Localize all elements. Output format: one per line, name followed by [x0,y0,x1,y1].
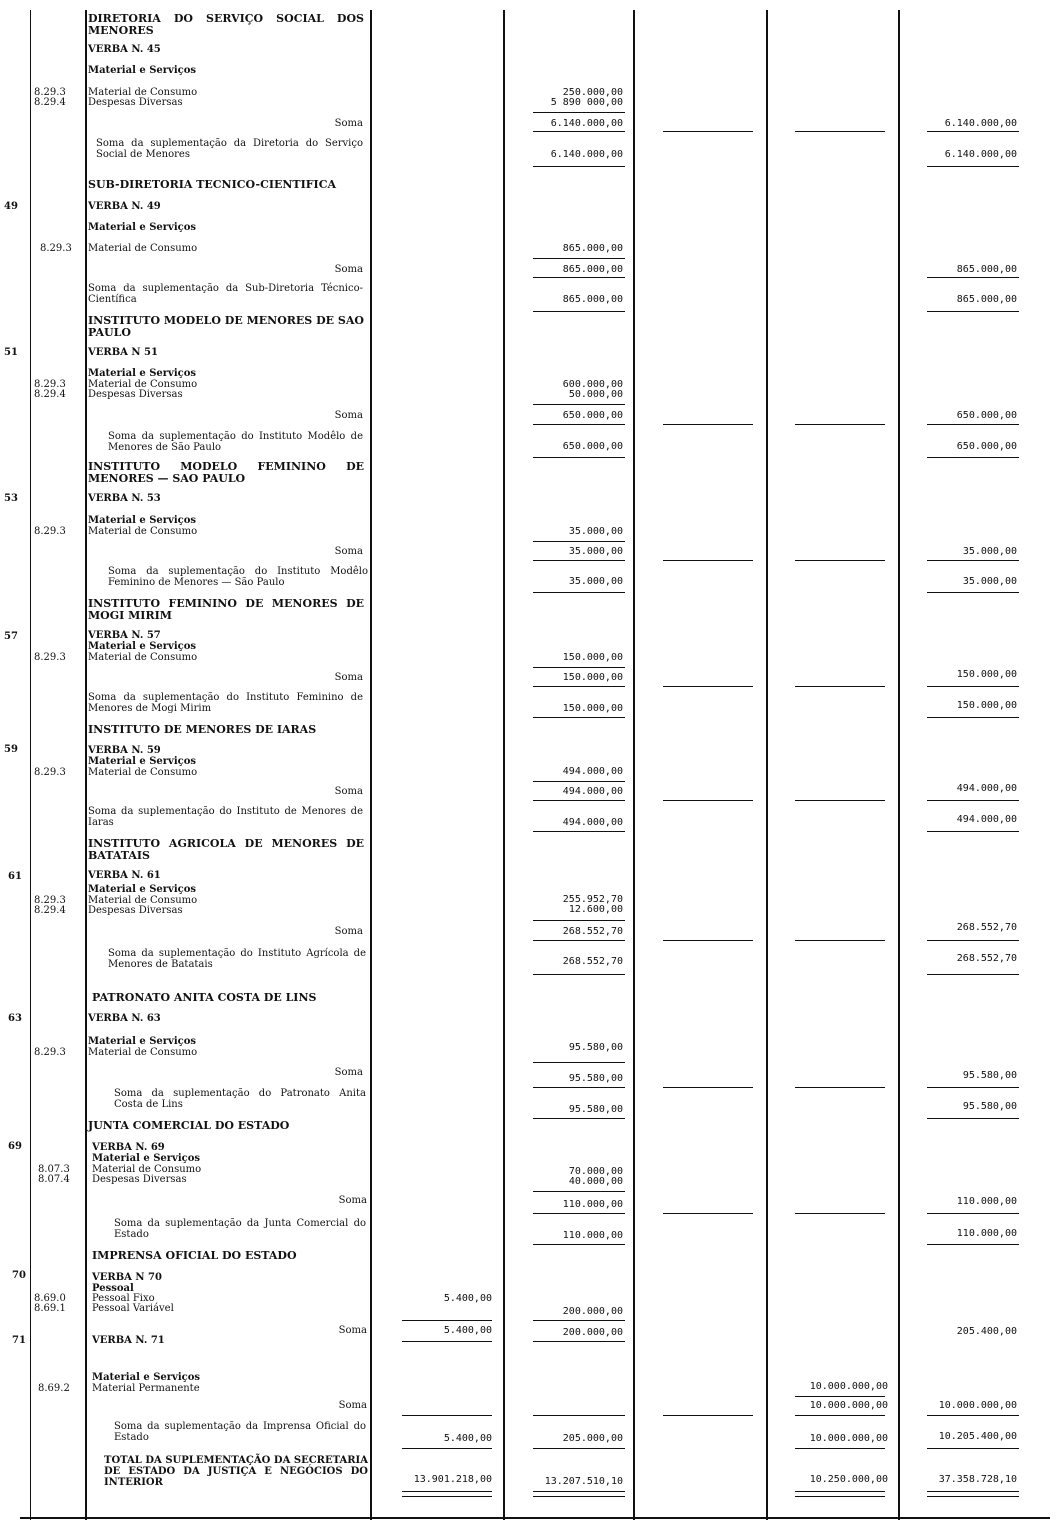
amount-material: 50.000,00 [568,389,623,400]
verba-margin-number: 59 [4,744,18,755]
amount-material: 70.000,00 [568,1166,623,1177]
account-code: 8.69.0 [34,1293,66,1304]
amount-material: 255.952,70 [562,894,623,905]
amount-total: 150.000,00 [956,669,1017,680]
total-rule [795,1496,885,1497]
subtotal-label: Soma da suplementação da Imprensa Oficial do Estado [114,1421,366,1443]
item-label: Material de Consumo [88,1047,198,1058]
sum-rule [533,1320,625,1321]
verba-label: VERBA N. 71 [92,1335,165,1346]
sum-rule [533,166,625,167]
sum-rule [927,1448,1019,1449]
sum-rule [663,686,753,687]
account-code: 8.69.1 [34,1303,66,1314]
amount-material: 40.000,00 [568,1176,623,1187]
sum-rule [927,1087,1019,1088]
sum-rule [795,686,885,687]
amount-total: 10.000.000,00 [938,1400,1017,1411]
sum-rule [663,1415,753,1416]
sum-rule [533,541,625,542]
grand-total-sum: 37.358.728,10 [938,1474,1017,1485]
account-code: 8.29.3 [34,652,66,663]
sum-rule [927,1213,1019,1214]
amount-equipment: 10.000.000,00 [809,1381,888,1392]
grand-total-material: 13.207.510,10 [544,1476,623,1487]
sum-rule [533,424,625,425]
amount-total: 6.140.000,00 [944,149,1017,160]
sum-rule [795,131,885,132]
total-rule [927,1491,1019,1492]
amount-material: 650.000,00 [562,441,623,452]
sum-rule [533,1244,625,1245]
verba-margin-number: 69 [8,1141,22,1152]
column-rule [898,10,900,1520]
sum-rule [927,974,1019,975]
amount-material: 35.000,00 [568,576,623,587]
verba-margin-number: 63 [8,1013,22,1024]
account-code: 8.29.3 [34,1047,66,1058]
amount-material: 150.000,00 [562,652,623,663]
sum-rule [533,686,625,687]
sum-rule [533,781,625,782]
amount-material: 150.000,00 [562,672,623,683]
item-label: Material de Consumo [92,1164,202,1175]
category-label: Material e Serviços [88,1036,197,1047]
item-label: Despesas Diversas [88,905,183,916]
amount-total: 865.000,00 [956,294,1017,305]
section-title: SUB-DIRETORIA TECNICO-CIENTIFICA [88,178,336,191]
sum-rule [402,1320,492,1321]
account-code: 8.29.3 [34,767,66,778]
amount-material: 600.000,00 [562,379,623,390]
category-label: Material e Serviços [88,756,197,767]
sum-rule [663,131,753,132]
amount-material: 5 890 000,00 [550,97,623,108]
account-code: 8.29.4 [34,389,66,400]
sum-rule [927,686,1019,687]
amount-equipment: 10.000.000,00 [809,1400,888,1411]
amount-total: 650.000,00 [956,410,1017,421]
category-label: Material e Serviços [92,1372,201,1383]
sum-rule [795,424,885,425]
amount-total: 494.000,00 [956,814,1017,825]
verba-label: VERBA N. 69 [92,1142,165,1153]
sum-rule [533,112,625,113]
item-label: Material Permanente [92,1383,200,1394]
sum-rule [927,424,1019,425]
item-label: Despesas Diversas [92,1174,187,1185]
amount-total: 865.000,00 [956,264,1017,275]
sum-rule [795,940,885,941]
amount-material: 494.000,00 [562,817,623,828]
sum-rule [402,1341,492,1342]
verba-label: VERBA N. 61 [88,870,161,881]
sum-rule [402,1448,492,1449]
sum-rule [663,560,753,561]
grand-total-equipment: 10.250.000,00 [809,1474,888,1485]
category-label: Material e Serviços [88,884,197,895]
sum-rule [927,560,1019,561]
section-title: JUNTA COMERCIAL DO ESTADO [88,1119,290,1132]
sum-rule [927,592,1019,593]
account-code: 8.29.4 [34,905,66,916]
soma-label: Soma [338,1325,367,1336]
amount-material: 35.000,00 [568,526,623,537]
section-title: PATRONATO ANITA COSTA DE LINS [92,991,317,1004]
account-code: 8.29.3 [34,87,66,98]
item-label: Material de Consumo [88,243,198,254]
amount-material: 268.552,70 [562,926,623,937]
verba-margin-number: 49 [4,201,18,212]
sum-rule [795,1087,885,1088]
sum-rule [927,717,1019,718]
sum-rule [533,258,625,259]
column-rule [370,10,372,1520]
column-rule [766,10,768,1520]
sum-rule [533,277,625,278]
amount-material: 205.000,00 [562,1433,623,1444]
account-code: 8.29.3 [40,243,72,254]
sum-rule [402,1415,492,1416]
item-label: Material de Consumo [88,767,198,778]
verba-label: VERBA N. 59 [88,745,161,756]
amount-total: 650.000,00 [956,441,1017,452]
amount-material: 95.580,00 [568,1042,623,1053]
amount-material: 250.000,00 [562,87,623,98]
sum-rule [795,560,885,561]
soma-label: Soma [334,1067,363,1078]
amount-material: 268.552,70 [562,956,623,967]
amount-material: 6.140.000,00 [550,118,623,129]
amount-personnel: 5.400,00 [443,1433,492,1444]
sum-rule [533,404,625,405]
amount-total: 268.552,70 [956,922,1017,933]
amount-total: 95.580,00 [962,1070,1017,1081]
amount-material: 865.000,00 [562,243,623,254]
amount-total: 95.580,00 [962,1101,1017,1112]
sum-rule [795,1396,885,1397]
section-title: IMPRENSA OFICIAL DO ESTADO [92,1249,297,1262]
sum-rule [927,1415,1019,1416]
sum-rule [533,940,625,941]
subtotal-label: Soma da suplementação da Sub-Diretoria Técnico-Científica [88,283,363,305]
account-code: 8.29.3 [34,526,66,537]
category-label: Material e Serviços [88,368,197,379]
sum-rule [533,974,625,975]
verba-label: VERBA N 51 [88,347,158,358]
soma-label: Soma [334,118,363,129]
amount-total: 494.000,00 [956,783,1017,794]
column-rule [85,10,87,1520]
soma-label: Soma [334,546,363,557]
account-code: 8.29.3 [34,379,66,390]
sum-rule [533,1341,625,1342]
sum-rule [795,1213,885,1214]
soma-label: Soma [334,264,363,275]
sum-rule [927,277,1019,278]
amount-total: 205.400,00 [956,1326,1017,1337]
subtotal-label: Soma da suplementação da Junta Comercial do Estado [114,1218,366,1240]
account-code: 8.29.3 [34,895,66,906]
category-label: Material e Serviços [92,1153,201,1164]
sum-rule [533,831,625,832]
item-label: Despesas Diversas [88,389,183,400]
amount-total: 10.205.400,00 [938,1431,1017,1442]
subtotal-label: Soma da suplementação do Instituto Modêlo de Menores de São Paulo [108,431,363,453]
sum-rule [533,457,625,458]
item-label: Pessoal Variável [92,1303,174,1314]
sum-rule [533,667,625,668]
section-title: INSTITUTO MODELO DE MENORES DE SAO PAULO [88,314,364,339]
sum-rule [927,311,1019,312]
sum-rule [927,457,1019,458]
sum-rule [533,592,625,593]
subtotal-label: Soma da suplementação do Instituto de Menores de Iaras [88,806,363,828]
section-title: DIRETORIA DO SERVIÇO SOCIAL DOS MENORES [88,12,364,37]
sum-rule [927,1244,1019,1245]
soma-label: Soma [338,1400,367,1411]
subtotal-label: Soma da suplementação do Patronato Anita Costa de Lins [114,1088,366,1110]
verba-label: VERBA N. 63 [88,1013,161,1024]
sum-rule [663,800,753,801]
section-title: INSTITUTO FEMININO DE MENORES DE MOGI MIRIM [88,597,364,622]
sum-rule [533,560,625,561]
column-rule [30,10,31,1520]
total-rule [533,1496,625,1497]
verba-label: VERBA N. 57 [88,630,161,641]
verba-margin-number: 71 [12,1335,26,1346]
verba-margin-number: 70 [12,1270,26,1281]
sum-rule [533,1062,625,1063]
verba-margin-number: 61 [8,871,22,882]
sum-rule [533,717,625,718]
total-rule [402,1491,492,1492]
sum-rule [533,311,625,312]
sum-rule [795,1415,885,1416]
amount-material: 865.000,00 [562,294,623,305]
amount-material: 494.000,00 [562,786,623,797]
sum-rule [927,800,1019,801]
item-label: Material de Consumo [88,895,198,906]
sum-rule [795,800,885,801]
account-code: 8.07.4 [38,1174,70,1185]
verba-margin-number: 57 [4,631,18,642]
amount-equipment: 10.000.000,00 [809,1433,888,1444]
amount-total: 268.552,70 [956,953,1017,964]
verba-label: VERBA N. 53 [88,493,161,504]
soma-label: Soma [334,410,363,421]
soma-label: Soma [334,926,363,937]
sum-rule [533,800,625,801]
sum-rule [533,1415,625,1416]
subtotal-label: Soma da suplementação do Instituto Modêlo Feminino de Menores — São Paulo [108,566,368,588]
sum-rule [663,424,753,425]
sum-rule [533,131,625,132]
sum-rule [927,131,1019,132]
amount-material: 200.000,00 [562,1327,623,1338]
amount-total: 35.000,00 [962,576,1017,587]
amount-total: 110.000,00 [956,1196,1017,1207]
total-rule [927,1496,1019,1497]
section-title: INSTITUTO AGRICOLA DE MENORES DE BATATAIS [88,837,364,862]
sum-rule [533,1118,625,1119]
sum-rule [533,1213,625,1214]
column-rule [633,10,635,1520]
amount-total: 6.140.000,00 [944,118,1017,129]
account-code: 8.69.2 [38,1383,70,1394]
amount-material: 110.000,00 [562,1199,623,1210]
account-code: 8.07.3 [38,1164,70,1175]
amount-material: 865.000,00 [562,264,623,275]
amount-material: 6.140.000,00 [550,149,623,160]
soma-label: Soma [334,786,363,797]
soma-label: Soma [338,1195,367,1206]
amount-total: 35.000,00 [962,546,1017,557]
amount-personnel: 5.400,00 [443,1325,492,1336]
category-label: Pessoal [92,1283,134,1294]
amount-material: 110.000,00 [562,1230,623,1241]
sum-rule [533,920,625,921]
verba-margin-number: 53 [4,493,18,504]
amount-material: 35.000,00 [568,546,623,557]
sum-rule [927,166,1019,167]
section-title: INSTITUTO DE MENORES DE IARAS [88,723,317,736]
sum-rule [533,1087,625,1088]
category-label: Material e Serviços [88,641,197,652]
sum-rule [663,1087,753,1088]
category-label: Material e Serviços [88,515,197,526]
amount-material: 12.600,00 [568,904,623,915]
amount-total: 110.000,00 [956,1228,1017,1239]
verba-margin-number: 51 [4,347,18,358]
subtotal-label: Soma da suplementação da Diretoria do Serviço Social de Menores [96,138,363,160]
section-title: INSTITUTO MODELO FEMININO DE MENORES — SAO PAULO [88,460,364,485]
amount-material: 650.000,00 [562,410,623,421]
amount-personnel: 5.400,00 [443,1293,492,1304]
amount-material: 95.580,00 [568,1073,623,1084]
sum-rule [927,1118,1019,1119]
sum-rule [795,1448,885,1449]
grand-total-personnel: 13.901.218,00 [413,1474,492,1485]
verba-label: VERBA N. 49 [88,201,161,212]
subtotal-label: Soma da suplementação do Instituto Feminino de Menores de Mogi Mirim [88,692,363,714]
item-label: Material de Consumo [88,652,198,663]
sum-rule [533,1191,625,1192]
sum-rule [927,940,1019,941]
amount-total: 150.000,00 [956,700,1017,711]
item-label: Pessoal Fixo [92,1293,155,1304]
account-code: 8.29.4 [34,97,66,108]
sum-rule [927,831,1019,832]
soma-label: Soma [334,672,363,683]
amount-material: 494.000,00 [562,766,623,777]
category-label: Material e Serviços [88,65,197,76]
total-rule [795,1491,885,1492]
page-bottom-rule [20,1517,1050,1519]
item-label: Despesas Diversas [88,97,183,108]
item-label: Material de Consumo [88,526,198,537]
amount-material: 95.580,00 [568,1104,623,1115]
total-rule [533,1491,625,1492]
item-label: Material de Consumo [88,87,198,98]
column-rule [503,10,505,1520]
total-rule [402,1496,492,1497]
verba-label: VERBA N 70 [92,1272,162,1283]
category-label: Material e Serviços [88,222,197,233]
sum-rule [663,1213,753,1214]
amount-material: 150.000,00 [562,703,623,714]
subtotal-label: Soma da suplementação do Instituto Agrícola de Menores de Batatais [108,948,366,970]
grand-total-label: TOTAL DA SUPLEMENTAÇÃO DA SECRETARIA DE ESTADO DA JUSTIÇA E NEGÓCIOS DO INTERIOR [104,1455,368,1488]
sum-rule [663,940,753,941]
verba-label: VERBA N. 45 [88,44,161,55]
item-label: Material de Consumo [88,379,198,390]
amount-material: 200.000,00 [562,1306,623,1317]
sum-rule [533,1448,625,1449]
